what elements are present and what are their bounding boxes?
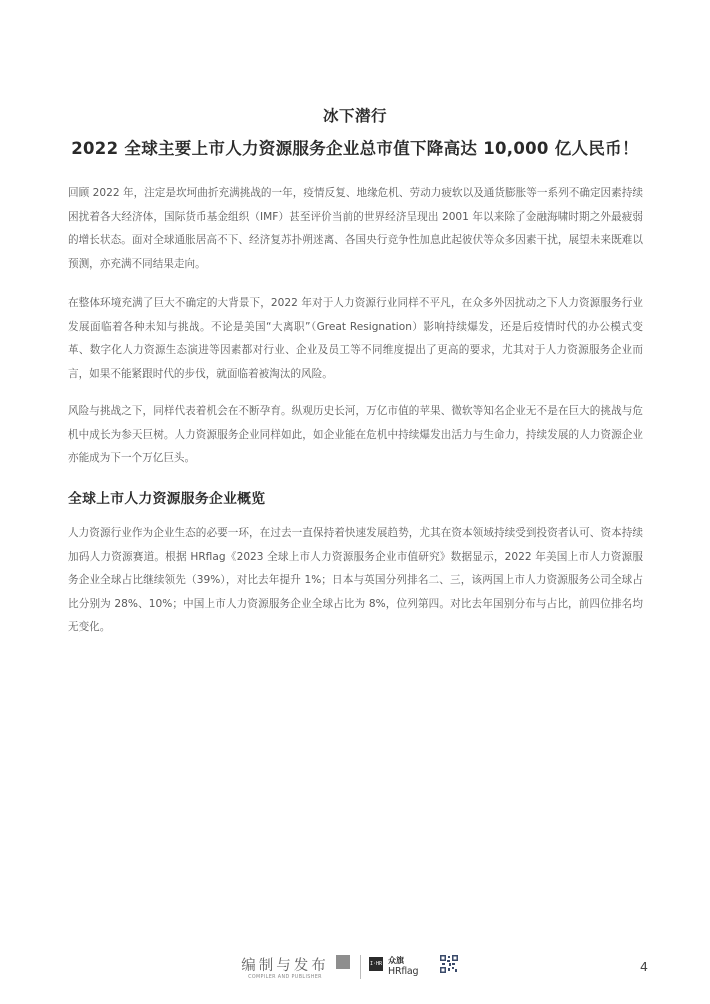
section-heading: 全球上市人力资源服务企业概览 [68,491,266,507]
hrflag-logo-en: HRflag [388,966,419,977]
page-number: 4 [640,959,648,974]
ihr-logo-icon: I·HR [369,957,383,971]
paragraph-overview: 人力资源行业作为企业生态的必要一环，在过去一直保持着快速发展趋势，尤其在资本领域持续受到投资者认可、资本持续加码人力资源赛道。根据 HRflag《2023 全球上市人力资源服务企业市值研究》数据显示，2022 年美国上市人力资源服务企业全球占比继续领先（39%），对比去年提升 1%；日本与英国分列排名二、三，该两国上市人力资源服务公司全球占比分别为 28%、10%；中国上市人力资源服务企业全球占比为 8%，位列第四。对比去年国别分布与占比，前四位排名均无变化。 [68,527,643,634]
paragraph-opportunity: 风险与挑战之下，同样代表着机会在不断孕育。纵观历史长河，万亿市值的苹果、微软等知名企业无不是在巨大的挑战与危机中成长为参天巨树。人力资源服务企业同样如此，如企业能在危机中持续爆发出活力与生命力，持续发展的人力资源企业亦能成为下一个万亿巨头。 [68,405,643,465]
footer-divider [360,955,361,979]
qr-code-icon [440,955,458,973]
document-subtitle: 2022 全球主要上市人力资源服务企业总市值下降高达 10,000 亿人民币！ [71,139,639,158]
paragraph-industry-context: 在整体环境充满了巨大不确定的大背景下，2022 年对于人力资源行业同样不平凡，在众多外因扰动之下人力资源服务行业发展面临着各种未知与挑战。不论是美国“大离职”（Great Resignation）影响持续爆发，还是后疫情时代的办公模式变革、数字化人力资源生态演进等因素都对行业、企业及员工等不同维度提出了更高的要求，尤其对于人力资源服务企业而言，如果不能紧跟时代的步伐，就面临着被淘汰的风险。 [68,297,643,380]
footer-publisher-label: 编制与发布 [241,958,329,974]
page-footer [0,952,710,988]
footer-publisher-sublabel: COMPILER AND PUBLISHER [248,975,322,980]
paragraph-intro: 回顾 2022 年，注定是坎坷曲折充满挑战的一年，疫情反复、地缘危机、劳动力疲软以及通货膨胀等一系列不确定因素持续困扰着各大经济体，国际货币基金组织（IMF）甚至评价当前的世界经济呈现出 2001 年以来除了金融海啸时期之外最疲弱的增长状态。面对全球通胀居高不下、经济复苏扑朔迷离、各国央行竞争性加息此起彼伏等众多因素干扰，展望未来既难以预测，亦充满不同结果走向。 [68,187,643,270]
hrflag-logo-cn: 众旗 [388,956,404,965]
document-title: 冰下潜行 [322,107,387,125]
publisher-logo-icon [336,955,350,969]
